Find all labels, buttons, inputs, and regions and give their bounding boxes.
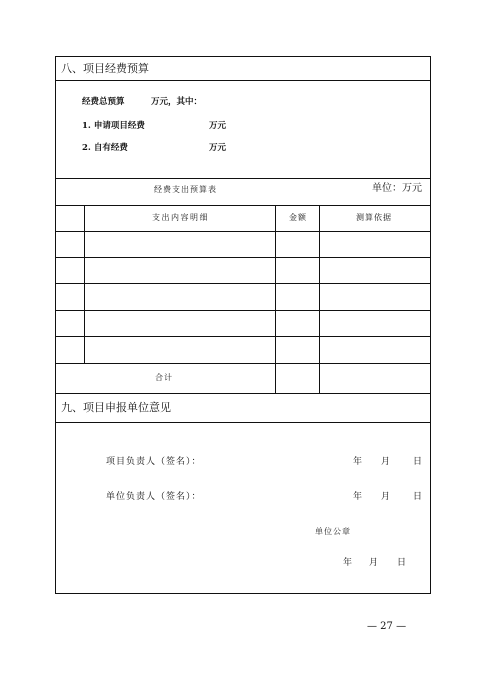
form-frame [55,56,431,594]
budget-total-label: 经费总预算 [82,97,125,107]
seal-date-year: 年 [343,558,354,568]
unit-seal-label: 单位公章 [315,527,351,536]
date-year: 年 [353,457,364,467]
seal-date-month: 月 [369,558,380,568]
table-row-line [55,231,431,232]
header-basis: 测算依据 [356,213,392,222]
item1-label: 1. 申请项目经费 [82,121,145,131]
table-row-line [55,310,431,311]
section-9-title: 九、项目申报单位意见 [61,401,171,414]
table-row-line [55,336,431,337]
divider [55,178,431,179]
table-title: 经费支出预算表 [154,185,217,194]
item1-unit: 万元 [209,121,227,131]
date-day: 日 [413,457,424,467]
table-row-line [55,283,431,284]
date-month: 月 [381,492,392,502]
table-row-line [55,363,431,364]
date-day: 日 [413,492,424,502]
section-8-title: 八、项目经费预算 [61,62,149,75]
divider [55,422,431,423]
item2-unit: 万元 [209,143,227,153]
unit-leader-sign-label: 单位负责人（签名）： [106,492,202,502]
header-amount: 金额 [289,213,307,222]
column-line [84,205,85,363]
divider [55,205,431,206]
divider [55,393,431,394]
column-line [319,205,320,393]
budget-total-unit: 万元，其中： [151,97,203,107]
table-row-line [55,257,431,258]
item2-label: 2. 自有经费 [82,143,128,153]
date-month: 月 [381,457,392,467]
seal-date-day: 日 [397,558,408,568]
total-label: 合计 [155,373,173,382]
divider [55,80,431,81]
column-line [275,205,276,393]
page-number: — 27 — [367,621,407,632]
table-unit: 单位：万元 [372,183,422,194]
project-leader-sign-label: 项目负责人（签名）： [106,457,202,467]
header-content: 支出内容明细 [152,213,209,222]
date-year: 年 [353,492,364,502]
